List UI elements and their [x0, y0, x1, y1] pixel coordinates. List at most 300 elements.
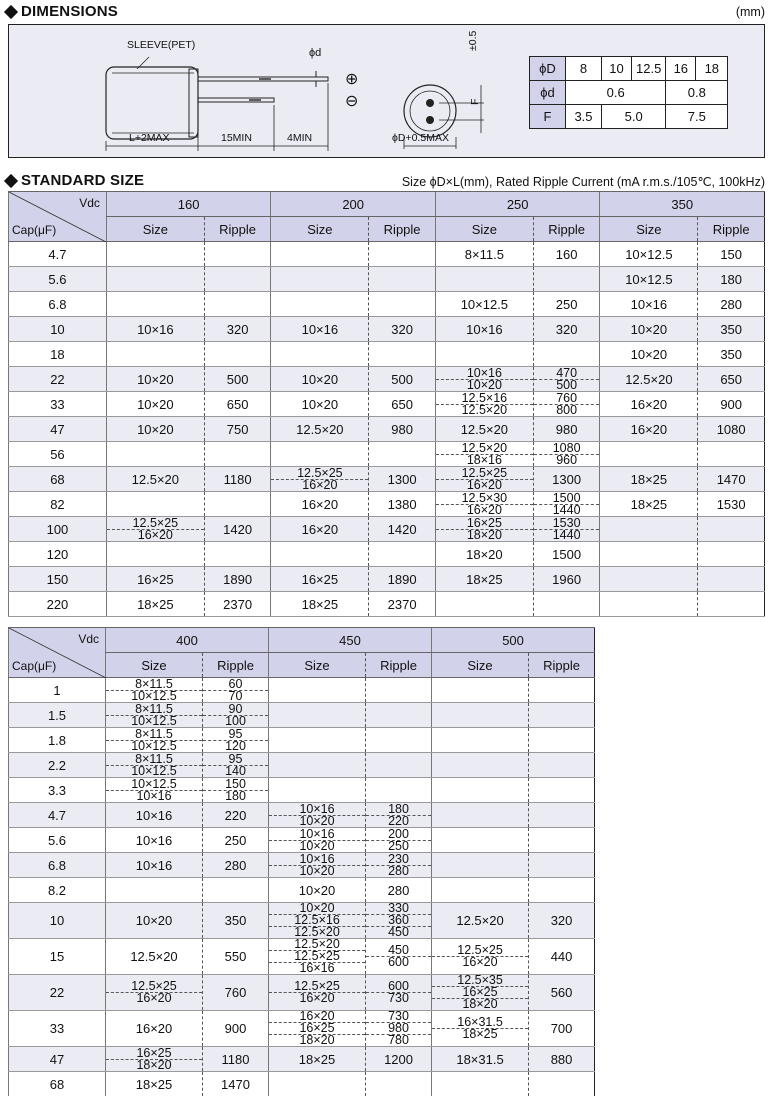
- table-row: [9, 728, 595, 753]
- size-cell: 10×20: [271, 392, 369, 417]
- size-cell: [432, 939, 529, 975]
- ripple-column-header: Ripple: [698, 217, 765, 242]
- size-cell: 18×20: [435, 542, 533, 567]
- capacitance-cell: 220: [9, 592, 107, 617]
- ripple-value: 1440: [534, 504, 600, 516]
- capacitance-cell: 33: [9, 1011, 106, 1047]
- size-cell: [106, 242, 204, 267]
- plus-icon: ⊕: [345, 71, 359, 88]
- ripple-cell: 1200: [366, 1047, 432, 1072]
- ripple-value: 150: [225, 776, 246, 791]
- ripple-cell: 1470: [203, 1072, 269, 1096]
- size-cell: 18×25: [269, 1047, 366, 1072]
- size-value: 10×16: [466, 365, 502, 380]
- dimension-row-diameter: ϕD 8 10 12.5 16 18: [530, 57, 728, 81]
- voltage-header: 250: [435, 192, 600, 217]
- table-row: [9, 442, 765, 467]
- size-cell: 18×25: [600, 492, 698, 517]
- size-cell: [271, 542, 369, 567]
- size-cell: [271, 292, 369, 317]
- table-row: [9, 317, 765, 342]
- vdc-label: Vdc: [79, 196, 100, 210]
- capacitance-cell: 100: [9, 517, 107, 542]
- size-value: 16×20: [436, 479, 533, 491]
- ripple-value: 360: [366, 914, 431, 926]
- size-cell: [269, 703, 366, 728]
- size-value: 10×16: [299, 801, 335, 816]
- ripple-value: 600: [366, 956, 431, 968]
- ripple-cell: [529, 878, 595, 903]
- ripple-value: 95: [228, 751, 243, 766]
- ripple-cell: 1180: [204, 467, 271, 492]
- ripple-cell: [204, 292, 271, 317]
- ripple-cell: 1890: [204, 567, 271, 592]
- size-value: 12.5×20: [436, 404, 533, 416]
- size-cell: [271, 467, 369, 492]
- table-row: [9, 467, 765, 492]
- size-cell: [435, 467, 533, 492]
- size-cell: 18×25: [600, 467, 698, 492]
- ripple-cell: [366, 778, 432, 803]
- ripple-value: 330: [388, 901, 409, 915]
- size-cell: [435, 367, 533, 392]
- ripple-cell: 880: [529, 1047, 595, 1072]
- ripple-cell: 750: [204, 417, 271, 442]
- size-value: 8×11.5: [135, 676, 173, 691]
- size-cell: 16×20: [600, 392, 698, 417]
- ripple-cell: 1300: [533, 467, 600, 492]
- ripple-value: 500: [534, 379, 600, 391]
- standard-size-title: STANDARD SIZE: [6, 172, 144, 189]
- size-cell: [106, 778, 203, 803]
- ripple-cell: 1300: [369, 467, 436, 492]
- ripple-cell: 1420: [369, 517, 436, 542]
- table-row: [9, 753, 595, 778]
- ripple-cell: [366, 728, 432, 753]
- ripple-value: 180: [203, 790, 268, 802]
- dimension-row-lead: ϕd 0.6 0.8: [530, 81, 728, 105]
- capacitance-cell: 68: [9, 1072, 106, 1096]
- ripple-cell: [204, 267, 271, 292]
- size-cell: [432, 1011, 529, 1047]
- size-cell: [435, 492, 533, 517]
- size-cell: [432, 728, 529, 753]
- lmax-label: L+2MAX: [129, 132, 170, 144]
- corner-header: [9, 192, 107, 242]
- table-row: [9, 267, 765, 292]
- size-value: 10×12.5: [106, 690, 202, 702]
- ripple-value: 200: [388, 826, 409, 841]
- ripple-cell: [698, 442, 765, 467]
- table-row: [9, 592, 765, 617]
- size-cell: [106, 678, 203, 703]
- size-cell: 10×20: [600, 342, 698, 367]
- size-cell: [271, 267, 369, 292]
- size-column-header: Size: [435, 217, 533, 242]
- ripple-cell: [369, 292, 436, 317]
- size-column-header: Size: [106, 217, 204, 242]
- size-value: 12.5×20: [461, 440, 508, 455]
- voltage-header: 400: [106, 628, 269, 653]
- size-value: 10×20: [269, 815, 365, 827]
- size-cell: [269, 778, 366, 803]
- size-value: 12.5×25: [132, 515, 179, 530]
- ripple-cell: [366, 1072, 432, 1096]
- ripple-value: 1440: [534, 529, 600, 541]
- header-row-columns: [9, 217, 765, 242]
- table-row: [9, 542, 765, 567]
- ripple-cell: [203, 778, 269, 803]
- cap-label: Cap(μF): [12, 659, 57, 673]
- min4-label: 4MIN: [287, 132, 313, 144]
- diamond-bullet-icon: [4, 4, 18, 18]
- ripple-cell: [529, 778, 595, 803]
- header-row-voltage: [9, 192, 765, 217]
- ripple-value: 280: [366, 865, 431, 877]
- ripple-cell: 1180: [203, 1047, 269, 1072]
- capacitance-cell: 150: [9, 567, 107, 592]
- size-cell: 16×25: [106, 567, 204, 592]
- ripple-cell: 1380: [369, 492, 436, 517]
- size-cell: 10×16: [271, 317, 369, 342]
- dimensions-title: DIMENSIONS: [6, 3, 118, 20]
- size-value: 18×20: [269, 1034, 365, 1046]
- ripple-value: 120: [203, 740, 268, 752]
- size-cell: [269, 678, 366, 703]
- size-cell: [269, 828, 366, 853]
- size-value: 16×31.5: [457, 1015, 503, 1029]
- size-cell: 10×16: [106, 803, 203, 828]
- size-cell: 10×16: [106, 828, 203, 853]
- ripple-cell: 320: [533, 317, 600, 342]
- size-value: 10×12.5: [131, 776, 177, 791]
- ripple-cell: [698, 517, 765, 542]
- ripple-cell: 160: [533, 242, 600, 267]
- size-cell: 10×20: [106, 903, 203, 939]
- ripple-value: 1530: [552, 515, 581, 530]
- size-cell: 10×20: [106, 392, 204, 417]
- size-value: 16×25: [466, 515, 502, 530]
- ripple-cell: 320: [204, 317, 271, 342]
- ripple-cell: [366, 903, 432, 939]
- table-row: [9, 1047, 595, 1072]
- ripple-cell: [366, 1011, 432, 1047]
- size-cell: 10×16: [600, 292, 698, 317]
- size-cell: 12.5×20: [600, 367, 698, 392]
- size-value: 12.5×25: [297, 465, 343, 480]
- ripple-cell: 220: [203, 803, 269, 828]
- ripple-cell: 350: [203, 903, 269, 939]
- ripple-value: 95: [228, 726, 243, 741]
- table-row: [9, 878, 595, 903]
- size-cell: [432, 975, 529, 1011]
- ripple-value: 90: [228, 701, 243, 716]
- ripple-cell: 1530: [698, 492, 765, 517]
- size-value: 12.5×16: [461, 390, 508, 405]
- ripple-cell: 320: [369, 317, 436, 342]
- size-column-header: Size: [106, 653, 203, 678]
- size-cell: [432, 803, 529, 828]
- size-cell: 12.5×20: [271, 417, 369, 442]
- ripple-value: 450: [366, 926, 431, 938]
- size-cell: 10×12.5: [600, 267, 698, 292]
- size-cell: 10×16: [106, 317, 204, 342]
- f-label: F: [469, 98, 481, 105]
- dimension-table: [529, 56, 728, 129]
- ripple-value: 760: [556, 390, 578, 405]
- size-cell: [269, 853, 366, 878]
- ripple-value: 780: [366, 1034, 431, 1046]
- capacitance-cell: 1: [9, 678, 106, 703]
- size-cell: [106, 542, 204, 567]
- size-value: 10×20: [269, 840, 365, 852]
- ripple-value: 60: [228, 676, 243, 691]
- ripple-cell: [369, 542, 436, 567]
- size-value: 16×25: [269, 1022, 365, 1034]
- ripple-cell: [366, 678, 432, 703]
- ripple-cell: [366, 828, 432, 853]
- ripple-cell: [203, 728, 269, 753]
- capacitance-cell: 33: [9, 392, 107, 417]
- ripple-cell: [203, 703, 269, 728]
- ripple-cell: 150: [698, 242, 765, 267]
- ripple-cell: 650: [204, 392, 271, 417]
- standard-size-table-2: [8, 627, 595, 1096]
- capacitance-cell: 5.6: [9, 828, 106, 853]
- ripple-cell: [366, 753, 432, 778]
- vdc-label: Vdc: [78, 632, 99, 646]
- size-cell: 10×20: [106, 417, 204, 442]
- size-cell: 16×20: [271, 492, 369, 517]
- size-cell: [271, 342, 369, 367]
- ripple-cell: [529, 1072, 595, 1096]
- size-value: 18×16: [436, 454, 533, 466]
- dimensions-panel: [8, 24, 765, 158]
- size-cell: [432, 878, 529, 903]
- size-value: 16×20: [107, 529, 204, 541]
- ripple-cell: [529, 853, 595, 878]
- ripple-cell: [533, 392, 600, 417]
- ripple-cell: [533, 367, 600, 392]
- table-row: [9, 242, 765, 267]
- ripple-cell: [533, 592, 600, 617]
- size-value: 8×11.5: [135, 751, 173, 766]
- ripple-cell: [698, 542, 765, 567]
- size-value: 10×20: [436, 379, 533, 391]
- size-cell: [432, 753, 529, 778]
- table-row: [9, 567, 765, 592]
- size-value: 10×16: [106, 790, 202, 802]
- cap-label: Cap(μF): [12, 223, 57, 237]
- ripple-value: 450: [388, 943, 409, 957]
- ripple-value: 220: [366, 815, 431, 827]
- ripple-cell: 1420: [204, 517, 271, 542]
- min15-label: 15MIN: [221, 132, 252, 144]
- table-row: [9, 342, 765, 367]
- size-value: 8×11.5: [135, 701, 173, 716]
- ripple-cell: [369, 342, 436, 367]
- size-cell: [271, 242, 369, 267]
- size-cell: 16×20: [600, 417, 698, 442]
- size-value: 16×25: [136, 1045, 172, 1060]
- table-row: [9, 803, 595, 828]
- size-cell: [269, 903, 366, 939]
- table-row: [9, 492, 765, 517]
- size-cell: [269, 753, 366, 778]
- size-cell: 10×20: [271, 367, 369, 392]
- standard-size-subtitle: Size ϕD×L(mm), Rated Ripple Current (mA r.m.s./105℃, 100kHz): [401, 175, 765, 189]
- ripple-cell: [366, 703, 432, 728]
- ripple-value: 600: [388, 979, 409, 993]
- size-cell: [106, 753, 203, 778]
- size-cell: [269, 728, 366, 753]
- size-value: 16×20: [271, 479, 368, 491]
- size-cell: 16×25: [271, 567, 369, 592]
- ripple-cell: 550: [203, 939, 269, 975]
- ripple-cell: [533, 342, 600, 367]
- size-cell: 18×25: [271, 592, 369, 617]
- size-cell: [432, 1072, 529, 1096]
- voltage-header: 160: [106, 192, 271, 217]
- size-cell: [432, 828, 529, 853]
- capacitance-cell: 120: [9, 542, 107, 567]
- capacitance-cell: 10: [9, 903, 106, 939]
- voltage-header: 500: [432, 628, 595, 653]
- ripple-cell: [533, 442, 600, 467]
- ripple-cell: [533, 492, 600, 517]
- ripple-cell: [369, 267, 436, 292]
- ripple-value: 180: [388, 801, 409, 816]
- size-cell: [600, 442, 698, 467]
- ripple-column-header: Ripple: [203, 653, 269, 678]
- size-cell: [269, 803, 366, 828]
- ripple-cell: [366, 853, 432, 878]
- size-cell: [432, 853, 529, 878]
- size-cell: 18×31.5: [432, 1047, 529, 1072]
- ripple-cell: [529, 703, 595, 728]
- table-row: [9, 678, 595, 703]
- size-value: 16×16: [269, 962, 365, 974]
- size-cell: [432, 778, 529, 803]
- table-row: [9, 853, 595, 878]
- diamond-bullet-icon: [4, 173, 18, 187]
- ripple-cell: [533, 267, 600, 292]
- size-value: 12.5×25: [294, 979, 340, 993]
- size-value: 10×20: [299, 901, 335, 915]
- ripple-cell: [529, 678, 595, 703]
- ripple-cell: 1960: [533, 567, 600, 592]
- ripple-value: 100: [203, 715, 268, 727]
- ripple-cell: [204, 542, 271, 567]
- size-column-header: Size: [432, 653, 529, 678]
- dimension-row-pitch: F 3.5 5.0 7.5: [530, 105, 728, 129]
- size-cell: [269, 939, 366, 975]
- size-cell: 10×20: [269, 878, 366, 903]
- size-value: 10×20: [269, 865, 365, 877]
- ripple-value: 140: [203, 765, 268, 777]
- size-value: 16×20: [432, 956, 528, 968]
- ripple-cell: 280: [366, 878, 432, 903]
- size-cell: [600, 567, 698, 592]
- ripple-cell: 700: [529, 1011, 595, 1047]
- size-cell: [106, 703, 203, 728]
- size-column-header: Size: [271, 217, 369, 242]
- table-row: [9, 517, 765, 542]
- size-value: 10×12.5: [106, 715, 202, 727]
- size-value: 18×20: [436, 529, 533, 541]
- ripple-cell: [529, 753, 595, 778]
- ripple-value: 230: [388, 851, 409, 866]
- table-row: [9, 778, 595, 803]
- ripple-cell: 320: [529, 903, 595, 939]
- size-value: 10×16: [299, 851, 335, 866]
- ripple-value: 1080: [552, 440, 581, 455]
- size-cell: [435, 592, 533, 617]
- table-row: [9, 828, 595, 853]
- size-value: 12.5×20: [269, 926, 365, 938]
- ripple-cell: 350: [698, 317, 765, 342]
- table-row: [9, 292, 765, 317]
- size-value: 18×20: [432, 998, 528, 1010]
- ripple-cell: 650: [369, 392, 436, 417]
- ripple-cell: [204, 342, 271, 367]
- standard-size-table-1: [8, 191, 765, 617]
- size-value: 16×20: [106, 992, 202, 1004]
- ripple-cell: [369, 442, 436, 467]
- size-cell: 18×25: [435, 567, 533, 592]
- size-cell: [106, 342, 204, 367]
- ripple-cell: 560: [529, 975, 595, 1011]
- size-cell: [106, 267, 204, 292]
- ripple-value: 980: [366, 1022, 431, 1034]
- table-row: [9, 703, 595, 728]
- ripple-cell: [529, 828, 595, 853]
- size-value: 16×20: [299, 1009, 335, 1023]
- capacitance-cell: 47: [9, 417, 107, 442]
- size-cell: 18×25: [106, 1072, 203, 1096]
- size-cell: [106, 292, 204, 317]
- size-value: 10×12.5: [106, 740, 202, 752]
- table-row: [9, 1072, 595, 1096]
- minus-icon: ⊖: [345, 93, 359, 110]
- size-cell: [106, 878, 203, 903]
- ripple-cell: 250: [533, 292, 600, 317]
- ripple-cell: [698, 592, 765, 617]
- size-cell: 16×20: [106, 1011, 203, 1047]
- unit-note: (mm): [735, 5, 765, 19]
- capacitance-cell: 2.2: [9, 753, 106, 778]
- size-cell: [106, 975, 203, 1011]
- ripple-cell: 280: [203, 853, 269, 878]
- ripple-value: 470: [556, 365, 578, 380]
- ripple-cell: [529, 803, 595, 828]
- size-value: 12.5×30: [461, 490, 508, 505]
- size-value: 10×16: [299, 826, 335, 841]
- ripple-cell: 1470: [698, 467, 765, 492]
- size-cell: [269, 975, 366, 1011]
- ripple-cell: 350: [698, 342, 765, 367]
- size-value: 12.5×35: [457, 973, 503, 987]
- table-row: [9, 417, 765, 442]
- size-value: 10×12.5: [106, 765, 202, 777]
- ripple-value: 1500: [552, 490, 581, 505]
- ripple-column-header: Ripple: [369, 217, 436, 242]
- voltage-header: 350: [600, 192, 765, 217]
- ripple-cell: 980: [369, 417, 436, 442]
- size-value: 18×25: [432, 1028, 528, 1040]
- capacitance-cell: 10: [9, 317, 107, 342]
- corner-header: [9, 628, 106, 678]
